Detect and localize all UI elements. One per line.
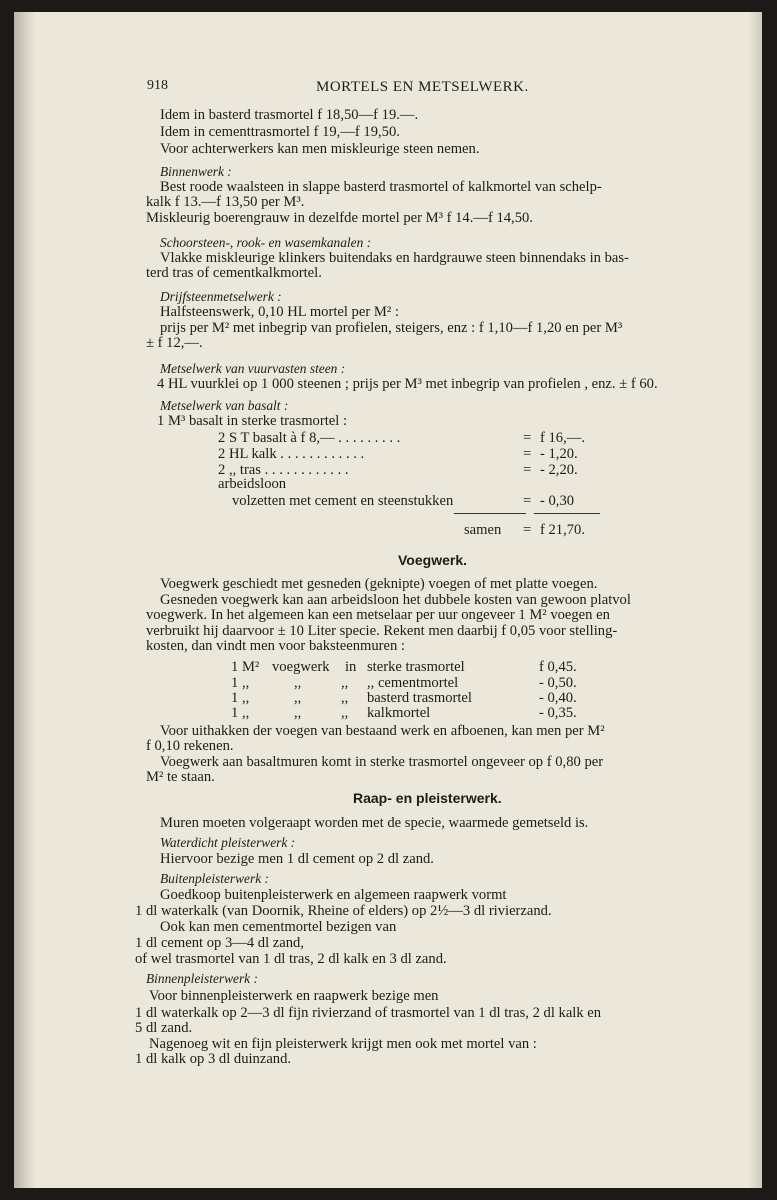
table-row-label: 2 HL kalk . . . . . . . . . . . . xyxy=(218,446,365,462)
table-row-value: f 16,—. xyxy=(540,430,585,446)
table-cell: 1 ,, xyxy=(231,690,250,706)
section-heading: Waterdicht pleisterwerk : xyxy=(160,835,296,850)
table-cell-price: - 0,40. xyxy=(539,690,577,706)
text-line: Voegwerk aan basaltmuren komt in sterke trasmortel ongeveer op f 0,80 per xyxy=(160,754,604,770)
table-cell: ,, xyxy=(341,675,349,691)
book-page xyxy=(14,12,762,1188)
text-line: kosten, dan vindt men voor baksteenmuren : xyxy=(146,638,405,654)
table-cell-price: - 0,50. xyxy=(539,675,577,691)
table-row-label: 2 S T basalt à f 8,— . . . . . . . . . xyxy=(218,430,401,446)
text-line: ± f 12,—. xyxy=(146,335,203,351)
section-heading: Metselwerk van basalt : xyxy=(160,398,289,413)
table-cell: ,, xyxy=(341,690,349,706)
table-row-value: - 2,20. xyxy=(540,462,578,478)
table-row-label: volzetten met cement en steenstukken xyxy=(232,493,454,509)
text-line: 1 M³ basalt in sterke trasmortel : xyxy=(157,413,347,429)
table-row-value: - 1,20. xyxy=(540,446,578,462)
text-line: verbruikt hij daarvoor ± 10 Liter specie. Rekent men daarbij f 0,05 voor stelling- xyxy=(146,623,618,639)
table-row-eq: = xyxy=(523,430,532,446)
text-line: 1 dl waterkalk (van Doornik, Rheine of elders) op 2½—3 dl rivierzand. xyxy=(135,903,552,919)
running-title: MORTELS EN METSELWERK. xyxy=(316,79,529,95)
table-total-label: samen xyxy=(464,522,502,538)
text-line: Hiervoor bezige men 1 dl cement op 2 dl zand. xyxy=(160,851,434,867)
table-cell: ,, xyxy=(294,690,302,706)
table-cell-price: f 0,45. xyxy=(539,659,577,675)
text-line: of wel trasmortel van 1 dl tras, 2 dl kalk en 3 dl zand. xyxy=(135,951,447,967)
text-line: Muren moeten volgeraapt worden met de specie, waarmede gemetseld is. xyxy=(160,815,589,831)
text-line: Idem in basterd trasmortel f 18,50—f 19.—. xyxy=(160,107,419,123)
table-cell: basterd trasmortel xyxy=(367,690,472,706)
table-total-value: f 21,70. xyxy=(540,522,585,538)
table-total-eq: = xyxy=(523,522,532,538)
text-line: Goedkoop buitenpleisterwerk en algemeen raapwerk vormt xyxy=(160,887,507,903)
table-row-eq: = xyxy=(523,462,532,478)
table-cell: voegwerk xyxy=(272,659,330,675)
text-line: kalk f 13.—f 13,50 per M³. xyxy=(146,194,305,210)
section-heading: Binnenpleisterwerk : xyxy=(146,971,258,986)
text-line: Voor uithakken der voegen van bestaand werk en afboenen, kan men per M² xyxy=(160,723,605,739)
total-rule xyxy=(454,513,526,514)
text-line: Gesneden voegwerk kan aan arbeidsloon het dubbele kosten van gewoon platvol xyxy=(160,592,631,608)
table-cell-price: - 0,35. xyxy=(539,705,577,721)
table-row-value: - 0,30 xyxy=(540,493,575,509)
text-line: terd tras of cementkalkmortel. xyxy=(146,265,322,281)
table-cell: sterke trasmortel xyxy=(367,659,465,675)
text-line: voegwerk. In het algemeen kan een metselaar per uur ongeveer 1 M² voegen en xyxy=(146,607,610,623)
text-line: Vlakke miskleurige klinkers buitendaks en hardgrauwe steen binnendaks in bas- xyxy=(160,250,629,266)
table-row-eq: = xyxy=(523,493,532,509)
text-line: 1 dl kalk op 3 dl duinzand. xyxy=(135,1051,292,1067)
section-heading: Buitenpleisterwerk : xyxy=(160,871,269,886)
section-heading: Binnenwerk : xyxy=(160,164,232,179)
table-cell: ,, xyxy=(294,675,302,691)
text-line: Idem in cementtrasmortel f 19,—f 19,50. xyxy=(160,124,400,140)
text-line: Voor achterwerkers kan men miskleurige steen nemen. xyxy=(160,141,480,157)
section-heading: Drijfsteenmetselwerk : xyxy=(160,289,282,304)
total-rule xyxy=(534,513,600,514)
text-line: 1 dl waterkalk op 2—3 dl fijn rivierzand of trasmortel van 1 dl tras, 2 dl kalk en xyxy=(135,1005,602,1021)
text-line: Voor binnenpleisterwerk en raapwerk bezige men xyxy=(149,988,439,1004)
table-cell: 1 ,, xyxy=(231,675,250,691)
text-line: f 0,10 rekenen. xyxy=(146,738,234,754)
table-row-label: arbeidsloon xyxy=(218,476,287,492)
text-line: Nagenoeg wit en fijn pleisterwerk krijgt men ook met mortel van : xyxy=(149,1036,537,1052)
text-line: prijs per M² met inbegrip van profielen, steigers, enz : f 1,10—f 1,20 en per M³ xyxy=(160,320,623,336)
text-line: 5 dl zand. xyxy=(135,1020,193,1036)
text-line: Best roode waalsteen in slappe basterd trasmortel of kalkmortel van schelp- xyxy=(160,179,602,195)
page-number: 918 xyxy=(147,78,168,93)
table-row-eq: = xyxy=(523,446,532,462)
table-cell: ,, xyxy=(341,705,349,721)
table-cell: in xyxy=(345,659,357,675)
text-line: 4 HL vuurklei op 1 000 steenen ; prijs per M³ met inbegrip van profielen , enz. ± f 60. xyxy=(157,376,658,392)
text-line: Voegwerk geschiedt met gesneden (geknipte) voegen of met platte voegen. xyxy=(160,576,598,592)
section-heading: Metselwerk van vuurvasten steen : xyxy=(160,361,346,376)
table-cell: ,, cementmortel xyxy=(367,675,459,691)
text-line: Halfsteenswerk, 0,10 HL mortel per M² : xyxy=(160,304,399,320)
text-line: Ook kan men cementmortel bezigen van xyxy=(160,919,397,935)
section-heading: Schoorsteen-, rook- en wasemkanalen : xyxy=(160,235,372,250)
table-cell: 1 ,, xyxy=(231,705,250,721)
table-row-label: 2 ,, tras . . . . . . . . . . . . xyxy=(218,462,349,478)
section-title: Raap- en pleisterwerk. xyxy=(353,790,502,806)
text-line: Miskleurig boerengrauw in dezelfde mortel per M³ f 14.—f 14,50. xyxy=(146,210,533,226)
table-cell: ,, xyxy=(294,705,302,721)
text-line: M² te staan. xyxy=(146,769,215,785)
section-title: Voegwerk. xyxy=(398,552,467,568)
table-cell: 1 M² xyxy=(231,659,260,675)
text-line: 1 dl cement op 3—4 dl zand, xyxy=(135,935,305,951)
table-cell: kalkmortel xyxy=(367,705,431,721)
